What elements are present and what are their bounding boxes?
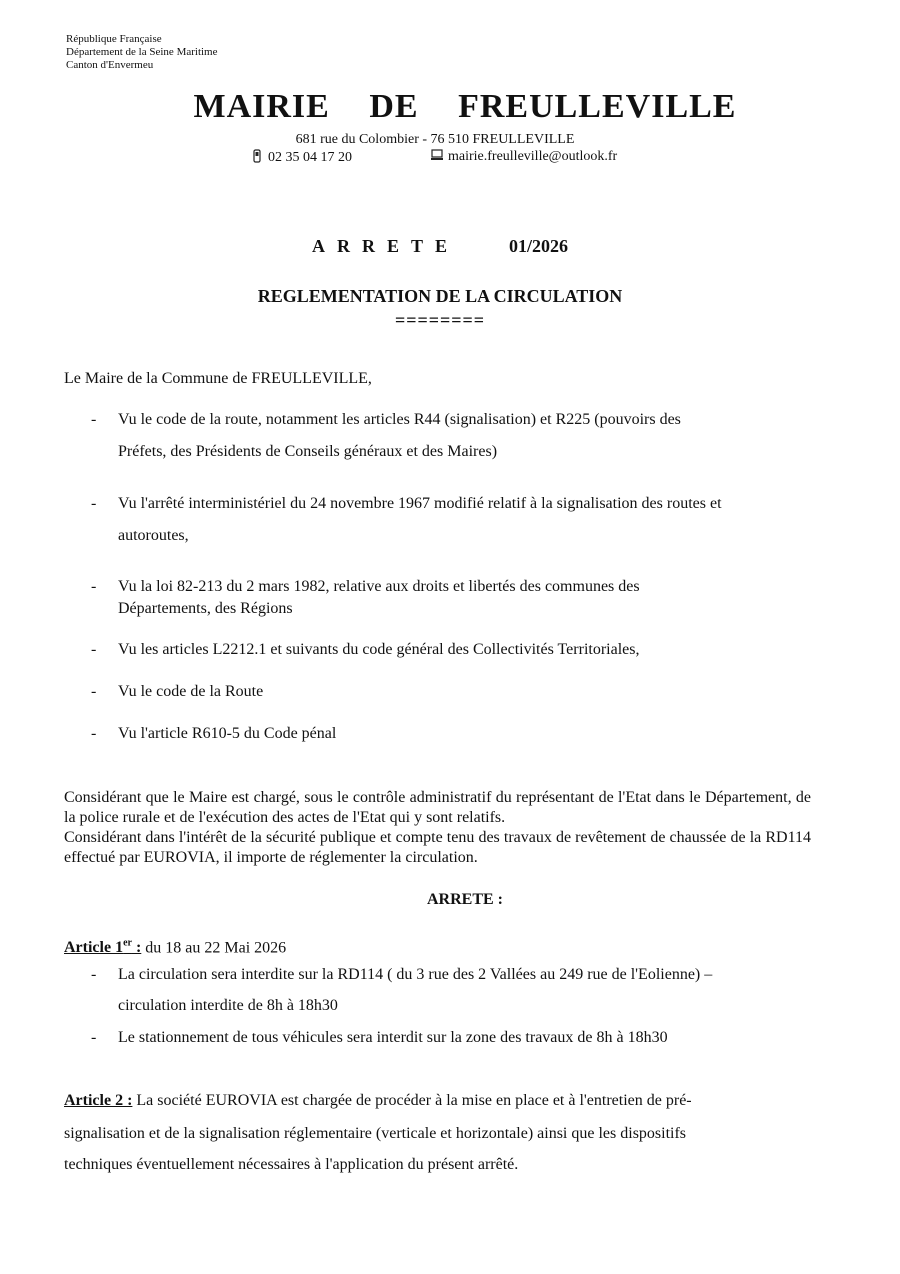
vu-item-3a: Vu la loi 82-213 du 2 mars 1982, relative aux droits et libertés des communes des <box>118 578 640 595</box>
mairie-title: MAIRIE DE FREULLEVILLE <box>193 88 737 125</box>
bullet: - <box>91 578 97 595</box>
doc-type: ARRETE <box>311 236 459 256</box>
article-1-dates: du 18 au 22 Mai 2026 <box>141 939 287 957</box>
vu-item-5: Vu le code de la Route <box>118 683 264 700</box>
bullet: - <box>91 1029 97 1046</box>
article-1-item-1a: La circulation sera interdite sur la RD114 ( du 3 rue des 2 Vallées au 249 rue de l'Eolienne) – <box>118 966 713 983</box>
subject-underline: ======== <box>394 310 486 330</box>
article-2-line-1: Article 2 : La société EUROVIA est chargée de procéder à la mise en place et à l'entretien de pré- <box>64 1092 692 1109</box>
phone-line <box>252 149 352 166</box>
doc-heading <box>0 236 880 257</box>
bullet: - <box>91 725 97 742</box>
vu-item-4: Vu les articles L2212.1 et suivants du code général des Collectivités Territoriales, <box>118 641 640 658</box>
vu-item-3b: Départements, des Régions <box>118 600 293 617</box>
vu-item-2b: autoroutes, <box>118 527 189 544</box>
doc-subject: REGLEMENTATION DE LA CIRCULATION <box>257 286 623 306</box>
phone-number: 02 35 04 17 20 <box>268 150 352 165</box>
bullet: - <box>91 966 97 983</box>
bullet: - <box>91 495 97 512</box>
mairie-address: 681 rue du Colombier - 76 510 FREULLEVILLE <box>295 132 575 147</box>
article-2-label: Article 2 : <box>64 1092 133 1109</box>
article-1-item-2: Le stationnement de tous véhicules sera interdit sur la zone des travaux de 8h à 18h30 <box>118 1029 668 1046</box>
bullet: - <box>91 641 97 658</box>
considerant-2: Considérant dans l'intérêt de la sécurité publique et compte tenu des travaux de revêtement de chaussée de la RD114 effectué par EUROVIA, il importe de réglementer la circulation. <box>64 829 811 866</box>
computer-icon <box>430 149 444 161</box>
vu-item-6: Vu l'article R610-5 du Code pénal <box>118 725 337 742</box>
doc-number: 01/2026 <box>509 236 569 256</box>
bullet: - <box>91 683 97 700</box>
article-1-header <box>64 934 286 958</box>
email-line <box>430 149 617 165</box>
email-address: mairie.freulleville@outlook.fr <box>448 149 618 164</box>
header-canton: Canton d'Envermeu <box>66 59 154 71</box>
article-2-line-3: techniques éventuellement nécessaires à l'application du présent arrêté. <box>64 1156 519 1173</box>
vu-item-1a: Vu le code de la route, notamment les articles R44 (signalisation) et R225 (pouvoirs des <box>118 411 681 428</box>
vu-item-2a: Vu l'arrêté interministériel du 24 novembre 1967 modifié relatif à la signalisation des routes et <box>118 495 722 512</box>
article-1-label: Article 1er : <box>64 938 142 957</box>
header-republic: République Française <box>66 33 162 45</box>
bullet: - <box>91 411 97 428</box>
preamble-intro: Le Maire de la Commune de FREULLEVILLE, <box>64 370 372 387</box>
article-1-item-1b: circulation interdite de 8h à 18h30 <box>118 997 338 1014</box>
header-department: Département de la Seine Maritime <box>66 46 218 58</box>
considerant-1: Considérant que le Maire est chargé, sous le contrôle administratif du représentant de l'Etat dans le Département, de la police rurale et de l'exécution des actes de l'Etat qui y sont relatifs. <box>64 789 811 826</box>
decision-heading: ARRETE : <box>426 891 503 908</box>
article-2-line-2: signalisation et de la signalisation réglementaire (verticale et horizontale) ainsi que les dispositifs <box>64 1125 687 1142</box>
phone-icon <box>252 149 262 163</box>
vu-item-1b: Préfets, des Présidents de Conseils généraux et des Maires) <box>118 443 498 460</box>
